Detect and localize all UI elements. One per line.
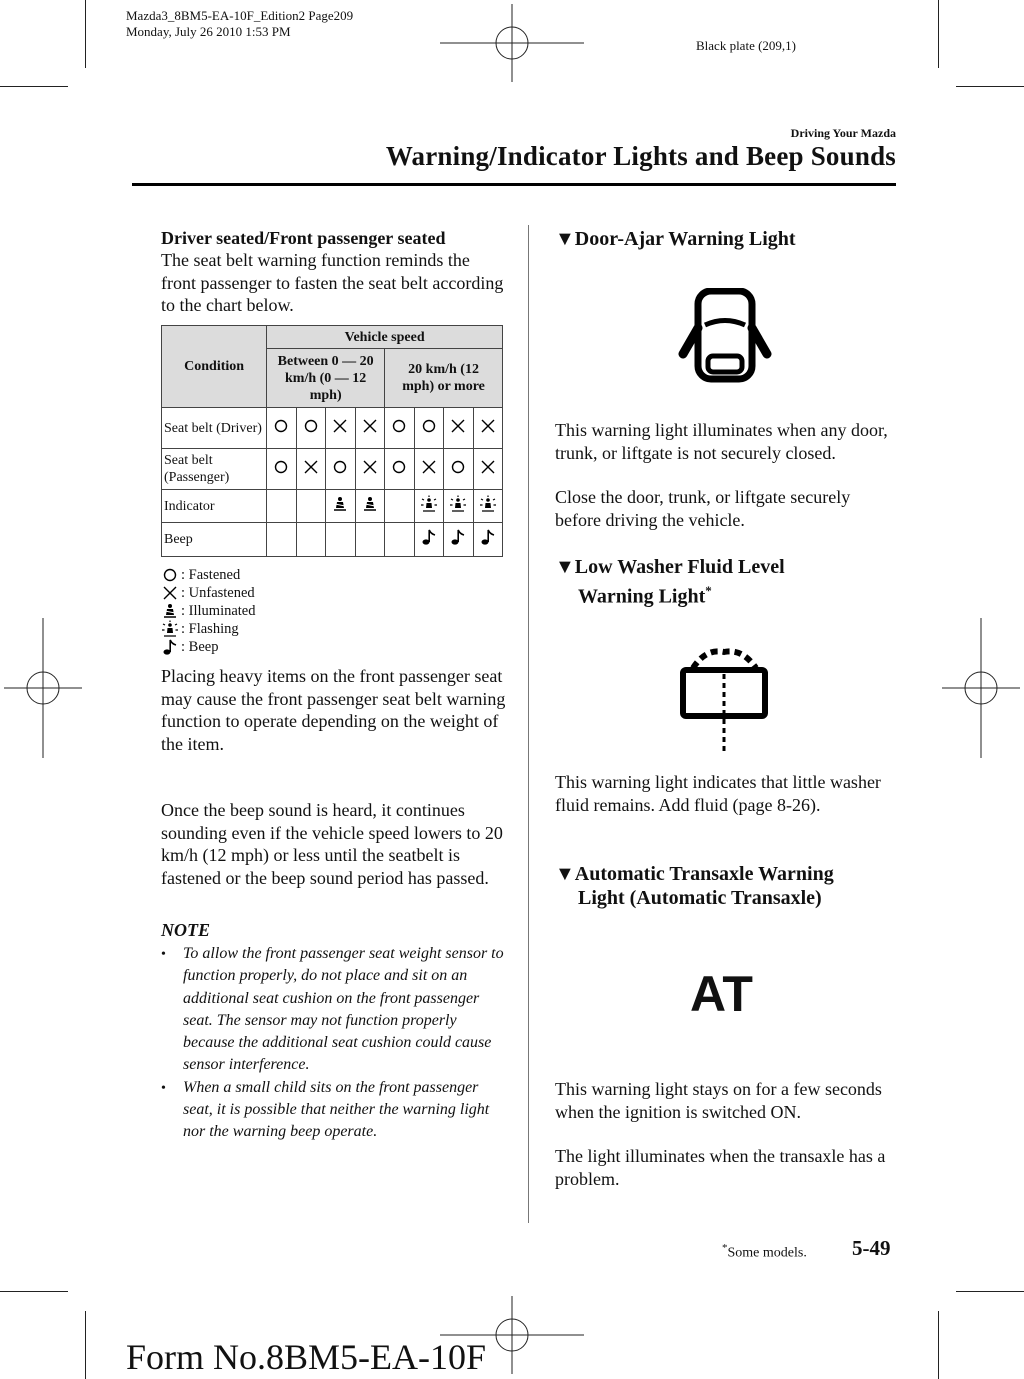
black-plate-label: Black plate (209,1) (696, 38, 796, 53)
flashing-icon (161, 620, 181, 638)
fastened-icon (414, 408, 443, 449)
crop-mark (956, 86, 1024, 87)
note-item (161, 943, 506, 1077)
crop-mark (0, 1291, 68, 1292)
chart-row (162, 449, 503, 490)
empty-cell (296, 490, 325, 523)
empty-cell (296, 523, 325, 557)
section-label: Driving Your Mazda (790, 126, 896, 140)
note-list (161, 943, 506, 1144)
legend-text: : Unfastened (181, 585, 255, 601)
fastened-icon (385, 449, 414, 490)
beep-icon (473, 523, 502, 557)
washer-heading-text: Warning Light (578, 585, 706, 608)
footnote (722, 1242, 807, 1262)
fastened-icon (326, 449, 355, 490)
washer-fluid-icon (678, 644, 770, 752)
crop-mark (85, 0, 86, 68)
registration-mark-right (942, 618, 1020, 758)
unfastened-icon (414, 449, 443, 490)
chart-row-label: Seat belt (Passenger) (162, 449, 267, 490)
page-number: 5-49 (852, 1236, 891, 1260)
crop-mark (938, 1311, 939, 1379)
chart-row-label: Beep (162, 523, 267, 557)
empty-cell (355, 523, 384, 557)
crop-mark (85, 1311, 86, 1379)
note-item (161, 1077, 506, 1144)
legend (161, 566, 256, 656)
bullet-icon: • (161, 1080, 166, 1096)
beep-icon (444, 523, 473, 557)
column-divider (528, 225, 529, 1223)
speed-low-header: Between 0 — 20 km/h (0 — 12 mph) (267, 349, 385, 408)
legend-text: : Illuminated (181, 603, 256, 619)
beep-paragraph: Once the beep sound is heard, it continues sounding even if the vehicle speed lowers to 20 km/h (12 mph) or less until the seatbelt is fastened or the beep sound period has passed. (161, 800, 503, 888)
legend-item (161, 620, 256, 638)
empty-cell (326, 523, 355, 557)
at-problem-text: The light illuminates when the transaxle has a problem. (555, 1146, 886, 1189)
legend-item (161, 602, 256, 620)
illuminated-icon (326, 490, 355, 523)
empty-cell (267, 490, 296, 523)
note-text: When a small child sits on the front passenger seat, it is possible that neither the warning light nor the warning beep operate. (183, 1078, 490, 1141)
unfastened-icon (326, 408, 355, 449)
note-title: NOTE (161, 920, 210, 940)
crop-mark (0, 86, 68, 87)
form-number: Form No.8BM5-EA-10F (126, 1337, 487, 1377)
crop-mark (956, 1291, 1024, 1292)
note-text: To allow the front passenger seat weight sensor to function properly, do not place and sit on an additional seat cushion on the front passenger seat. The sensor may not function properly because the additional seat cushion could cause sensor interference. (183, 945, 504, 1074)
vehicle-speed-header: Vehicle speed (267, 326, 503, 349)
seat-belt-chart (161, 325, 503, 557)
print-file-line: Mazda3_8BM5-EA-10F_Edition2 Page209 (126, 8, 354, 23)
flashing-icon (414, 490, 443, 523)
beep-icon (414, 523, 443, 557)
intro-paragraph: The seat belt warning function reminds the front passenger to fasten the seat belt according to the chart below. (161, 250, 504, 315)
print-date-line: Monday, July 26 2010 1:53 PM (126, 24, 291, 39)
unfastened-icon (355, 408, 384, 449)
at-warning-icon: AT (690, 966, 753, 1022)
illuminated-icon (355, 490, 384, 523)
legend-item (161, 584, 256, 602)
legend-text: : Flashing (181, 621, 239, 637)
illuminated-icon (161, 602, 181, 620)
legend-item (161, 566, 256, 584)
crop-mark (938, 0, 939, 68)
fastened-icon (267, 408, 296, 449)
empty-cell (267, 523, 296, 557)
unfastened-icon (473, 449, 502, 490)
bullet-icon: • (161, 947, 166, 962)
washer-text: This warning light indicates that little washer fluid remains. Add fluid (page 8-26). (555, 772, 881, 815)
fastened-icon (267, 449, 296, 490)
registration-mark-top (440, 4, 584, 82)
heavy-items-paragraph: Placing heavy items on the front passenger seat may cause the front passenger seat belt warning function to operate depending on the weight of the item. (161, 666, 506, 754)
speed-high-header: 20 km/h (12 mph) or more (385, 349, 503, 408)
fastened-icon (296, 408, 325, 449)
door-ajar-instruction: Close the door, trunk, or liftgate securely before driving the vehicle. (555, 487, 851, 530)
fastened-icon (161, 566, 181, 584)
at-text: This warning light stays on for a few seconds when the ignition is switched ON. (555, 1079, 882, 1122)
at-heading-line2: Light (Automatic Transaxle) (578, 887, 822, 909)
registration-mark-left (4, 618, 82, 758)
beep-icon (161, 638, 181, 656)
asterisk: * (705, 583, 712, 598)
door-ajar-heading: ▼Door-Ajar Warning Light (555, 228, 796, 250)
chart-row (162, 523, 503, 557)
unfastened-icon (473, 408, 502, 449)
flashing-icon (473, 490, 502, 523)
chart-row-label: Indicator (162, 490, 267, 523)
chart-row (162, 490, 503, 523)
fastened-icon (444, 449, 473, 490)
washer-heading: ▼Low Washer Fluid Level (555, 556, 785, 578)
fastened-icon (385, 408, 414, 449)
unfastened-icon (355, 449, 384, 490)
asterisk: * (722, 1242, 728, 1254)
legend-text: : Beep (181, 639, 219, 655)
unfastened-icon (296, 449, 325, 490)
unfastened-icon (161, 584, 181, 602)
chart-row-label: Seat belt (Driver) (162, 408, 267, 449)
door-ajar-icon (678, 288, 772, 384)
chart-row (162, 408, 503, 449)
legend-item (161, 638, 256, 656)
flashing-icon (444, 490, 473, 523)
page-title: Warning/Indicator Lights and Beep Sounds (385, 141, 896, 171)
door-ajar-text: This warning light illuminates when any door, trunk, or liftgate is not securely closed. (555, 420, 888, 463)
empty-cell (385, 490, 414, 523)
at-heading: ▼Automatic Transaxle Warning (555, 863, 834, 885)
washer-heading-line2 (578, 579, 712, 609)
title-rule (132, 183, 896, 186)
some-models-text: Some models. (727, 1245, 807, 1261)
left-heading: Driver seated/Front passenger seated (161, 228, 446, 248)
condition-header: Condition (162, 326, 267, 408)
legend-text: : Fastened (181, 567, 241, 583)
empty-cell (385, 523, 414, 557)
unfastened-icon (444, 408, 473, 449)
